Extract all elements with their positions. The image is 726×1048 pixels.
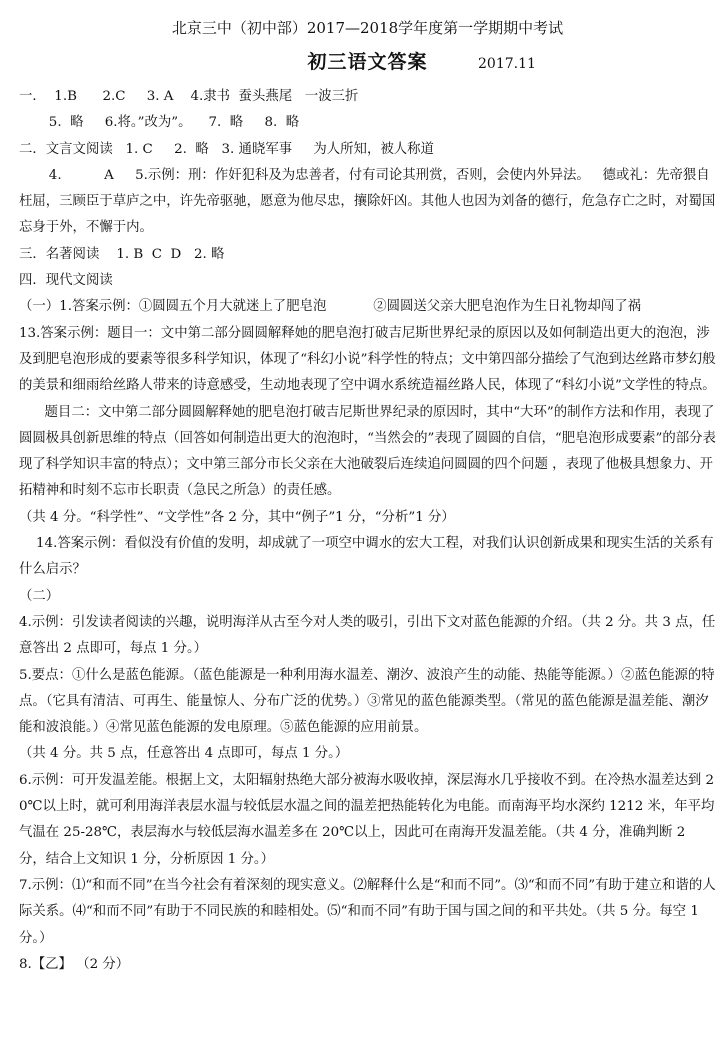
answer-line-section-1-cont: 5. 略 6.将。”改为”。 7. 略 8. 略 [19, 115, 300, 131]
answer-line-part2-q5-scoring: （共 4 分。共 5 点，任意答出 4 点即可，每点 1 分。） [19, 746, 349, 762]
exam-date: 2017.11 [478, 56, 536, 72]
answer-line-section-3: 三．名著阅读 1. B C D 2. 略 [19, 246, 225, 262]
answer-content [19, 84, 716, 978]
answer-paragraph-part2-q5: 5.要点：①什么是蓝色能源。（蓝色能源是一种利用海水温差、潮汐、波浪产生的动能、热能等能源。）②蓝色能源的特点。（它具有清洁、可再生、能量惊人、分布广泛的优势。）③常见的蓝色能源类型。（常见的蓝色能源是温差能、潮汐能和波浪能。）④常见蓝色能源的发电原理。⑤蓝色能源的应用前景。 [19, 667, 715, 736]
answer-paragraph-part2-q6: 6.示例：可开发温差能。根据上文，太阳辐射热绝大部分被海水吸收掉，深层海水几乎接收不到。在冷热水温差达到 20℃以上时，就可利用海洋表层水温与较低层水温之间的温差把热能转化为电能。而南海平均水深约 1212 米，年平均气温在 25-28℃，表层海水与较低层海水温差多在 20℃以上，因此可在南海开发温差能。（共 4 分，准确判断 2 分，结合上文知识 1 分，分析原因 1 分。） [19, 772, 715, 867]
answer-paragraph-q13-topic-1: 13.答案示例：题目一：文中第二部分圆圆解释她的肥皂泡打破吉尼斯世界纪录的原因以及如何制造出更大的泡泡，涉及到肥皂泡形成的要素等很多科学知识，体现了“科幻小说”科学性的特点；文中第四部分描绘了气泡到达丝路市梦幻般的美景和细雨给丝路人带来的诗意感受，生动地表现了空中调水系统造福丝路人民，体现了“科幻小说”文学性的特点。 [19, 325, 716, 394]
exam-title: 北京三中（初中部）2017—2018学年度第一学期期中考试 [171, 19, 564, 37]
answer-line-part-2: （二） [19, 588, 60, 604]
answer-line-q13-scoring: （共 4 分。“科学性”、“文学性”各 2 分，其中“例子”1 分，“分析”1 分） [19, 509, 455, 525]
answer-line-part-1-q1: （一）1.答案示例：①圆圆五个月大就迷上了肥皂泡 ②圆圆送父亲大肥皂泡作为生日礼物却闯了祸 [19, 299, 642, 315]
doc-title: 初三语文答案 [307, 51, 428, 73]
answer-line-section-1: 一． 1.B 2.C 3. A 4.隶书 蚕头燕尾 一波三折 [19, 89, 359, 104]
answer-paragraph-part2-q7: 7.示例：⑴“和而不同”在当今社会有着深刻的现实意义。⑵解释什么是“和而不同”。⑶“和而不同”有助于建立和谐的人际关系。⑷“和而不同”有助于不同民族的和睦相处。⑸“和而不同”有助于国与国之间的和平共处。（共 5 分。每空 1 分。） [19, 877, 716, 946]
title-row [19, 44, 716, 80]
answer-line-section-4: 四．现代文阅读 [19, 273, 113, 289]
answer-line-part2-q8: 8.【乙】 （2 分） [19, 956, 130, 972]
answer-line-section-2: 二．文言文阅读 1. C 2. 略 3. 通晓军事 为人所知，被人称道 [19, 141, 434, 157]
answer-paragraph-q4-q5: 4. A 5.示例：刑：作奸犯科及为忠善者，付有司论其刑赏，否则，会使内外异法。 德或礼：先帝猥自枉屈，三顾臣于草庐之中，许先帝驱驰，愿意为他尽忠，攘除奸凶。其他人也因为刘备的德行，危急存亡之时，对蜀国忘身于外，不懈于内。 [19, 167, 716, 236]
answer-paragraph-q13-topic-2: 题目二：文中第二部分圆圆解释她的肥皂泡打破吉尼斯世界纪录的原因时，其中“大环”的制作方法和作用，表现了圆圆极具创新思维的特点（回答如何制造出更大的泡泡时，“当然会的”表现了圆圆的自信，“肥皂泡形成要素”的部分表现了科学知识丰富的特点）；文中第三部分市长父亲在大池破裂后连续追问圆圆的四个问题 ，表现了他极具想象力、开拓精神和时刻不忘市长职责（急民之所急）的责任感。 [19, 404, 716, 499]
answer-paragraph-part2-q4: 4.示例：引发读者阅读的兴趣，说明海洋从古至今对人类的吸引，引出下文对蓝色能源的介绍。（共 2 分。共 3 点，任意答出 2 点即可，每点 1 分。） [19, 614, 716, 657]
answer-paragraph-q14: 14.答案示例：看似没有价值的发明，却成就了一项空中调水的宏大工程，对我们认识创新成果和现实生活的关系有什么启示？ [19, 536, 714, 578]
